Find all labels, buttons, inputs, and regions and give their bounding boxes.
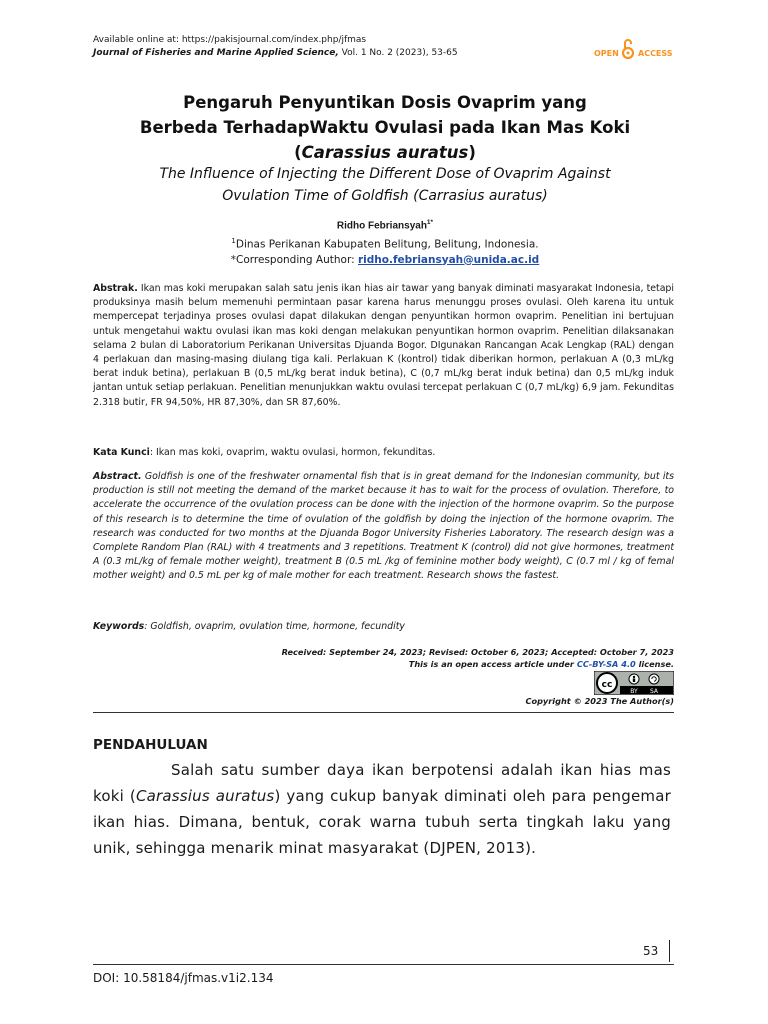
keywords-english: [93, 620, 674, 634]
title-line-2: Berbeda TerhadapWaktu Ovulasi pada Ikan Mas Koki: [139, 118, 631, 137]
english-title: [96, 163, 674, 207]
title-line-1: Pengaruh Penyuntikan Dosis Ovaprim yang: [183, 93, 587, 112]
corresponding-label: *Corresponding Author:: [230, 253, 358, 266]
cc-by-label: BY: [630, 688, 638, 695]
section-heading: PENDAHULUAN: [93, 737, 208, 753]
article-dates: [93, 646, 674, 670]
abstract-english: [93, 470, 674, 584]
license-post: license.: [635, 659, 674, 669]
keywords-id-label: Kata Kunci: [93, 447, 150, 458]
abstract-indonesian: [93, 282, 674, 410]
cc-sa-label: SA: [649, 688, 659, 695]
doi[interactable]: DOI: 10.58184/jfmas.v1i2.134: [93, 971, 274, 985]
english-title-line-2: Ovulation Time of Goldfish (Carrasius auratus): [222, 188, 548, 204]
journal-volume: Vol. 1 No. 2 (2023), 53-65: [338, 48, 458, 58]
corresponding-author: [96, 253, 674, 268]
header-divider: [93, 712, 674, 713]
license-link[interactable]: CC-BY-SA 4.0: [576, 659, 636, 669]
affiliation: [96, 234, 674, 253]
footer-divider: [93, 964, 674, 965]
affiliation-block: [96, 234, 674, 268]
page-number: 53: [643, 944, 659, 958]
cc-icon: cc: [601, 680, 613, 690]
received-dates: Received: September 24, 2023; Revised: October 6, 2023; Accepted: October 7, 2023: [281, 647, 674, 657]
abstract-id-text: Ikan mas koki merupakan salah satu jenis ikan hias air tawar yang banyak diminati masyarakat Indonesia, tetapi produksinya masih belum memenuhi permintaan pasar karena harus menunggu proses ovulasi. Oleh karena itu untuk mempercepat terjadinya proses ovulasi dapat dilakukan dengan penyuntikan hormon ovaprim. Penelitian ini bertujuan untuk mengetahui waktu ovulasi ikan mas koki dengan melakukan penyuntikan hormon ovaprim. Penelitian dilaksanakan selama 2 bulan di Laboratorium Perikanan Universitas Djuanda Bogor. DIgunakan Rancangan Acak Lengkap (RAL) dengan 4 perlakuan dan masing-masing diulang tiga kali. Perlakuan K (kontrol) tidak diberikan hormon, perlakuan A (0,3 mL/kg berat induk betina), perlakuan B (0,5 mL/kg berat induk betina), C (0,7 mL/kg berat induk betina) dan 0,5 mL/kg induk jantan untuk setiap perlakuan. Penelitian menunjukkan waktu ovulasi tercepat perlakuan C (0,7 mL/kg) 6,9 jam. Fekunditas 2.318 butir, FR 94,50%, HR 87,30%, dan SR 87,60%.: [93, 283, 674, 408]
journal-name: Journal of Fisheries and Marine Applied Science,: [93, 48, 339, 58]
open-access-access-text: ACCESS: [638, 49, 673, 58]
intro-text-pre: Salah satu sumber daya ikan berpotensi adalah ikan hias mas koki (: [93, 761, 671, 805]
cc-by-sa-badge[interactable]: [594, 671, 674, 695]
abstract-id-label: Abstrak.: [93, 283, 138, 294]
english-title-line-1: The Influence of Injecting the Different Dose of Ovaprim Against: [159, 166, 611, 182]
open-access-open-text: OPEN: [594, 49, 619, 58]
title-paren-close: ): [468, 143, 476, 162]
title-paren-open: (: [294, 143, 302, 162]
author-email-link[interactable]: ridho.febriansyah@unida.ac.id: [357, 253, 540, 266]
keywords-en-text: : Goldfish, ovaprim, ovulation time, hormone, fecundity: [144, 621, 405, 632]
paper-title: [96, 90, 674, 165]
copyright: Copyright © 2023 The Author(s): [525, 696, 674, 706]
abstract-en-text: Goldfish is one of the freshwater ornamental fish that is in great demand for the Indonesian community, but its production is still not meeting the demand of the market because it has to wait for the process of ovulation. Therefore, to accelerate the occurrence of the ovulation process can be done with the injection of the hormone ovaprim. So the purpose of this research is to determine the time of ovulation of the goldfish by doing the injection of the hormone ovaprim. The research was conducted for two months at the Djuanda Bogor University Fisheries Laboratory. The research design was a Complete Random Plan (RAL) with 4 treatments and 3 repetitions. Treatment K (control) did not give hormones, treatment A (0.3 mL/kg of female mother weight), treatment B (0.5 mL /kg of feminine mother body weight), C (0.7 ml / kg of femal mother weight) and 0.5 mL per kg of male mother for each treatment. Research shows the fastest.: [93, 471, 674, 582]
intro-species: Carassius auratus: [135, 787, 275, 805]
open-access-logo: [594, 40, 684, 66]
keywords-indonesian: [93, 446, 674, 460]
license-pre: This is an open access article under: [408, 659, 577, 669]
author-name: [96, 219, 674, 231]
abstract-en-label: Abstract.: [93, 471, 142, 482]
title-species: Carassius auratus: [301, 143, 469, 162]
journal-citation-line: [93, 47, 458, 59]
intro-text-post: ) yang cukup banyak diminati oleh para pengemar ikan hias. Dimana, bentuk, corak warna tubuh serta tingkah laku yang unik, sehingga menarik minat masyarakat (DJPEN, 2013).: [93, 787, 671, 857]
license-line: [93, 658, 674, 670]
author-name-text: Ridho Febriansyah: [336, 220, 427, 232]
title-line-3: [96, 140, 674, 165]
author-sup: 1*: [426, 219, 434, 226]
affiliation-sup: 1: [231, 237, 236, 245]
available-online-line: Available online at: https://pakisjournal.com/index.php/jfmas: [93, 35, 367, 45]
open-lock-icon: [622, 38, 634, 60]
intro-paragraph: [93, 757, 671, 861]
page-number-bar: [669, 940, 670, 962]
affiliation-text: Dinas Perikanan Kabupaten Belitung, Belitung, Indonesia.: [235, 238, 539, 251]
keywords-id-text: : Ikan mas koki, ovaprim, waktu ovulasi, hormon, fekunditas.: [149, 447, 436, 458]
keywords-en-label: Keywords: [93, 621, 145, 632]
